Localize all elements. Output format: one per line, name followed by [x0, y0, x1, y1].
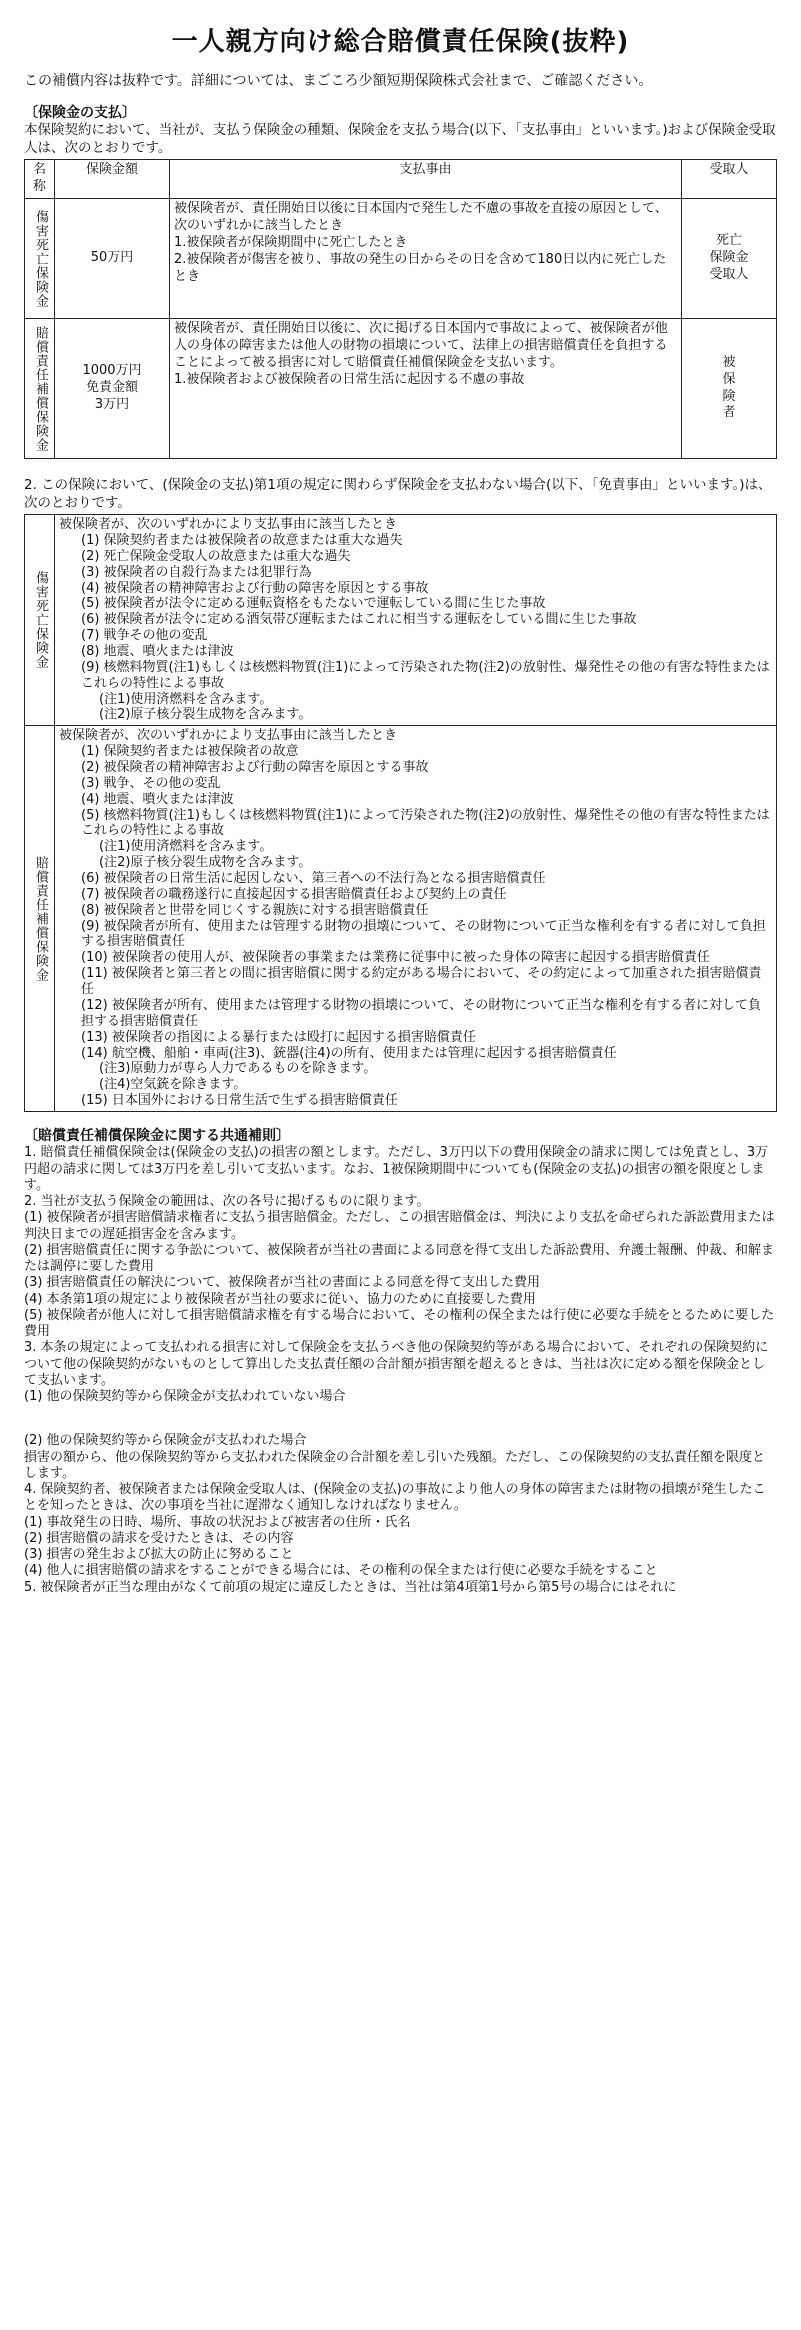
- list-item: (1) 保険契約者または被保険者の故意または重大な過失: [81, 533, 403, 548]
- common-block-2: [24, 1433, 777, 1596]
- row-reason: [170, 199, 682, 319]
- list-item: (9) 核燃料物質(注1)もしくは核燃料物質(注1)によって汚染された物(注2)の放射性、爆発性その他の有害な特性またはこれらの特性による事故: [81, 659, 770, 691]
- amount-line: 1000万円: [82, 363, 142, 379]
- list-item: (注3)原動力が専ら人力であるものを除きます。: [99, 1061, 377, 1077]
- header-receiver: 受取人: [682, 160, 777, 199]
- list-item: (4) 被保険者の精神障害および行動の障害を原因とする事故: [81, 580, 429, 596]
- exemption-text: 2. この保険において、(保険金の支払)第1項の規定に関わらず保険金を支払わない場合(以下、「免責事由」といいます。)は、次のとおりです。: [24, 477, 772, 511]
- list-item: (注1)使用済燃料を含みます。: [99, 691, 273, 707]
- row-name: 傷害死亡保険金: [25, 199, 55, 319]
- header-name: 名称: [25, 160, 55, 199]
- list-item: (15) 日本国外における日常生活で生ずる損害賠償責任: [81, 1093, 398, 1109]
- payment-heading: 〔保険金の支払〕: [24, 104, 136, 121]
- list-item: (7) 戦争その他の変乱: [81, 628, 208, 644]
- exemption-list: [55, 726, 777, 1112]
- list-item: 被保険者が、次のいずれかにより支払事由に該当したとき: [59, 728, 398, 744]
- row-amount: [55, 199, 170, 319]
- reason-line: 2.被保険者が傷害を被り、事故の発生の日からその日を含めて180日以内に死亡したとき: [174, 251, 667, 284]
- list-item: (8) 被保険者と世帯を同じくする親族に対する損害賠償責任: [81, 902, 429, 918]
- paragraph: (2) 他の保険契約等から保険金が支払われた場合: [24, 1433, 307, 1449]
- paragraph: (4) 他人に損害賠償の請求をすることができる場合には、その権利の保全または行使に必要な手続をすること: [24, 1563, 658, 1579]
- list-item: (5) 被保険者が法令に定める運転資格をもたないで運転している間に生じた事故: [81, 596, 546, 612]
- paragraph: (1) 被保険者が損害賠償請求権者に支払う損害賠償金。ただし、この損害賠償金は、判決により支払を命ぜられた訴訟費用または判決日までの遅延損害金を含みます。: [24, 1210, 775, 1242]
- paragraph: 1. 賠償責任補償保険金は(保険金の支払)の損害の額とします。ただし、3万円以下の費用保険金の請求に関しては免責とし、3万円超の請求に関しては3万円を差し引いて支払います。なお、1被保険期間中についても(保険金の支払)の損害の額を限度とします。: [24, 1145, 769, 1193]
- table-row: [25, 515, 777, 726]
- exemption-table: [24, 514, 777, 1112]
- reason-line: 1.被保険者および被保険者の日常生活に起因する不慮の事故: [174, 371, 525, 387]
- list-item: (1) 保険契約者または被保険者の故意: [81, 744, 299, 760]
- table-row: [25, 726, 777, 1112]
- list-item: (5) 核燃料物質(注1)もしくは核燃料物質(注1)によって汚染された物(注2)の放射性、爆発性その他の有害な特性またはこれらの特性による事故: [81, 807, 770, 839]
- list-item: (10) 被保険者の使用人が、被保険者の事業または業務に従事中に被った身体の障害に起因する損害賠償責任: [81, 950, 710, 966]
- paragraph: 3. 本条の規定によって支払われる損害に対して保険金を支払うべき他の保険契約等がある場合において、それぞれの保険契約について他の保険契約がないものとして算出した支払責任額の合計額が損害額を超えるときは、当社は次に定める額を保険金として支払います。: [24, 1340, 769, 1388]
- list-item: (3) 被保険者の自殺行為または犯罪行為: [81, 564, 312, 580]
- paragraph: 5. 被保険者が正当な理由がなくて前項の規定に違反したときは、当社は第4項第1号から第5号の場合にはそれに: [24, 1579, 677, 1595]
- reason-line: 1.被保険者が保険期間中に死亡したとき: [174, 234, 408, 250]
- list-item: (8) 地震、噴火または津波: [81, 644, 234, 660]
- paragraph: (1) 事故発生の日時、場所、事故の状況および被害者の住所・氏名: [24, 1514, 411, 1530]
- receiver-line: 者: [722, 405, 736, 421]
- header-amount: 保険金額: [55, 160, 170, 199]
- row-name: 傷害死亡保険金: [25, 515, 55, 726]
- paragraph: (5) 被保険者が他人に対して損害賠償請求権を有する場合において、その権利の保全または行使に必要な手続をとるために要した費用: [24, 1307, 775, 1340]
- payment-table-header: [25, 160, 777, 199]
- exemption-section: [24, 477, 777, 1112]
- list-item: (注1)使用済燃料を含みます。: [99, 839, 273, 855]
- list-item: (12) 被保険者が所有、使用または管理する財物の損壊について、その財物について正当な権利を有する者に対して負担する損害賠償責任: [81, 997, 762, 1029]
- receiver-line: 受取人: [709, 266, 749, 282]
- row-amount: [55, 319, 170, 459]
- list-item: 被保険者が、次のいずれかにより支払事由に該当したとき: [59, 517, 398, 533]
- common-rules: [24, 1128, 777, 1596]
- table-row: [25, 319, 777, 459]
- list-item: (9) 被保険者が所有、使用または管理する財物の損壊について、その財物について正当な権利を有する者に対して負担する損害賠償責任: [81, 918, 766, 950]
- header-reason: 支払事由: [170, 160, 682, 199]
- spacer: [24, 1405, 777, 1433]
- table-row: [25, 199, 777, 319]
- row-receiver: [682, 199, 777, 319]
- receiver-line: 保: [722, 371, 736, 387]
- payment-text: 本保険契約において、当社が、支払う保険金の種類、保険金を支払う場合(以下、「支払事由」といいます。)および保険金受取人は、次のとおりです。: [24, 122, 776, 156]
- row-name: 賠償責任補償保険金: [25, 726, 55, 1112]
- document-title: 一人親方向け総合賠償責任保険(抜粋): [171, 27, 630, 57]
- list-item: (2) 被保険者の精神障害および行動の障害を原因とする事故: [81, 760, 429, 776]
- list-item: (注4)空気銃を除きます。: [99, 1077, 247, 1093]
- paragraph: (4) 本条第1項の規定により被保険者が当社の要求に従い、協力のために直接要した費用: [24, 1291, 536, 1307]
- list-item: (14) 航空機、船舶・車両(注3)、銃器(注4)の所有、使用または管理に起因する損害賠償責任: [81, 1045, 617, 1061]
- paragraph: (3) 損害の発生および拡大の防止に努めること: [24, 1547, 294, 1563]
- list-item: (7) 被保険者の職務遂行に直接起因する損害賠償責任および契約上の責任: [81, 886, 507, 902]
- list-item: (6) 被保険者の日常生活に起因しない、第三者への不法行為となる損害賠償責任: [81, 871, 546, 887]
- amount-line: 50万円: [90, 250, 134, 266]
- list-item: (6) 被保険者が法令に定める酒気帯び運転またはこれに相当する運転をしている間に生じた事故: [81, 612, 637, 628]
- row-receiver: [682, 319, 777, 459]
- paragraph: 4. 保険契約者、被保険者または保険金受取人は、(保険金の支払)の事故により他人の身体の障害または財物の損壊が発生したことを知ったときは、次の事項を当社に遅滞なく通知しなければなりません。: [24, 1482, 766, 1514]
- amount-line: 免責金額: [85, 380, 138, 396]
- common-title: 〔賠償責任補償保険金に関する共通補則〕: [24, 1127, 290, 1144]
- list-item: (11) 被保険者と第三者との間に損害賠償に関する約定がある場合において、その約定によって加重された損害賠償責任: [81, 966, 762, 998]
- paragraph: 損害の額から、他の保険契約等から支払われた保険金の合計額を差し引いた残額。ただし、この保険契約の支払責任額を限度とします。: [24, 1449, 766, 1481]
- row-name: 賠償責任補償保険金: [25, 319, 55, 459]
- reason-line: 被保険者が、責任開始日以後に日本国内で発生した不慮の事故を直接の原因として、次のいずれかに該当したとき: [174, 201, 668, 233]
- payment-table: [24, 159, 777, 459]
- list-item: (13) 被保険者の指図による暴行または殴打に起因する損害賠償責任: [81, 1029, 476, 1045]
- list-item: (4) 地震、噴火または津波: [81, 791, 234, 807]
- paragraph: 2. 当社が支払う保険金の範囲は、次の各号に掲げるものに限ります。: [24, 1194, 430, 1210]
- receiver-line: 保険金: [709, 250, 749, 266]
- paragraph: (2) 損害賠償の請求を受けたときは、その内容: [24, 1530, 294, 1546]
- list-item: (注2)原子核分裂生成物を含みます。: [99, 707, 312, 723]
- paragraph: (2) 損害賠償責任に関する争訟について、被保険者が当社の書面による同意を得て支出した訴訟費用、弁護士報酬、仲裁、和解または調停に要した費用: [24, 1242, 775, 1275]
- exemption-list: [55, 515, 777, 726]
- paragraph: (1) 他の保険契約等から保険金が支払われていない場合: [24, 1389, 346, 1405]
- paragraph: (3) 損害賠償責任の解決について、被保険者が当社の書面による同意を得て支出した費用: [24, 1275, 541, 1291]
- common-block-1: [24, 1145, 777, 1405]
- intro-text: この補償内容は抜粋です。詳細については、まごころ少額短期保険株式会社まで、ご確認ください。: [24, 72, 653, 89]
- receiver-line: 険: [722, 388, 736, 404]
- reason-line: 被保険者が、責任開始日以後に、次に掲げる日本国内で事故によって、被保険者が他人の身体の障害または他人の財物の損壊について、法律上の損害賠償責任を負担することによって被る損害に対して賠償責任補償保険金を支払います。: [174, 321, 668, 370]
- list-item: (注2)原子核分裂生成物を含みます。: [99, 855, 312, 871]
- list-item: (2) 死亡保険金受取人の故意または重大な過失: [81, 548, 351, 564]
- receiver-line: 死亡: [715, 233, 742, 249]
- amount-line: 3万円: [94, 396, 130, 412]
- receiver-line: 被: [722, 354, 736, 370]
- list-item: (3) 戦争、その他の変乱: [81, 775, 221, 791]
- row-reason: [170, 319, 682, 459]
